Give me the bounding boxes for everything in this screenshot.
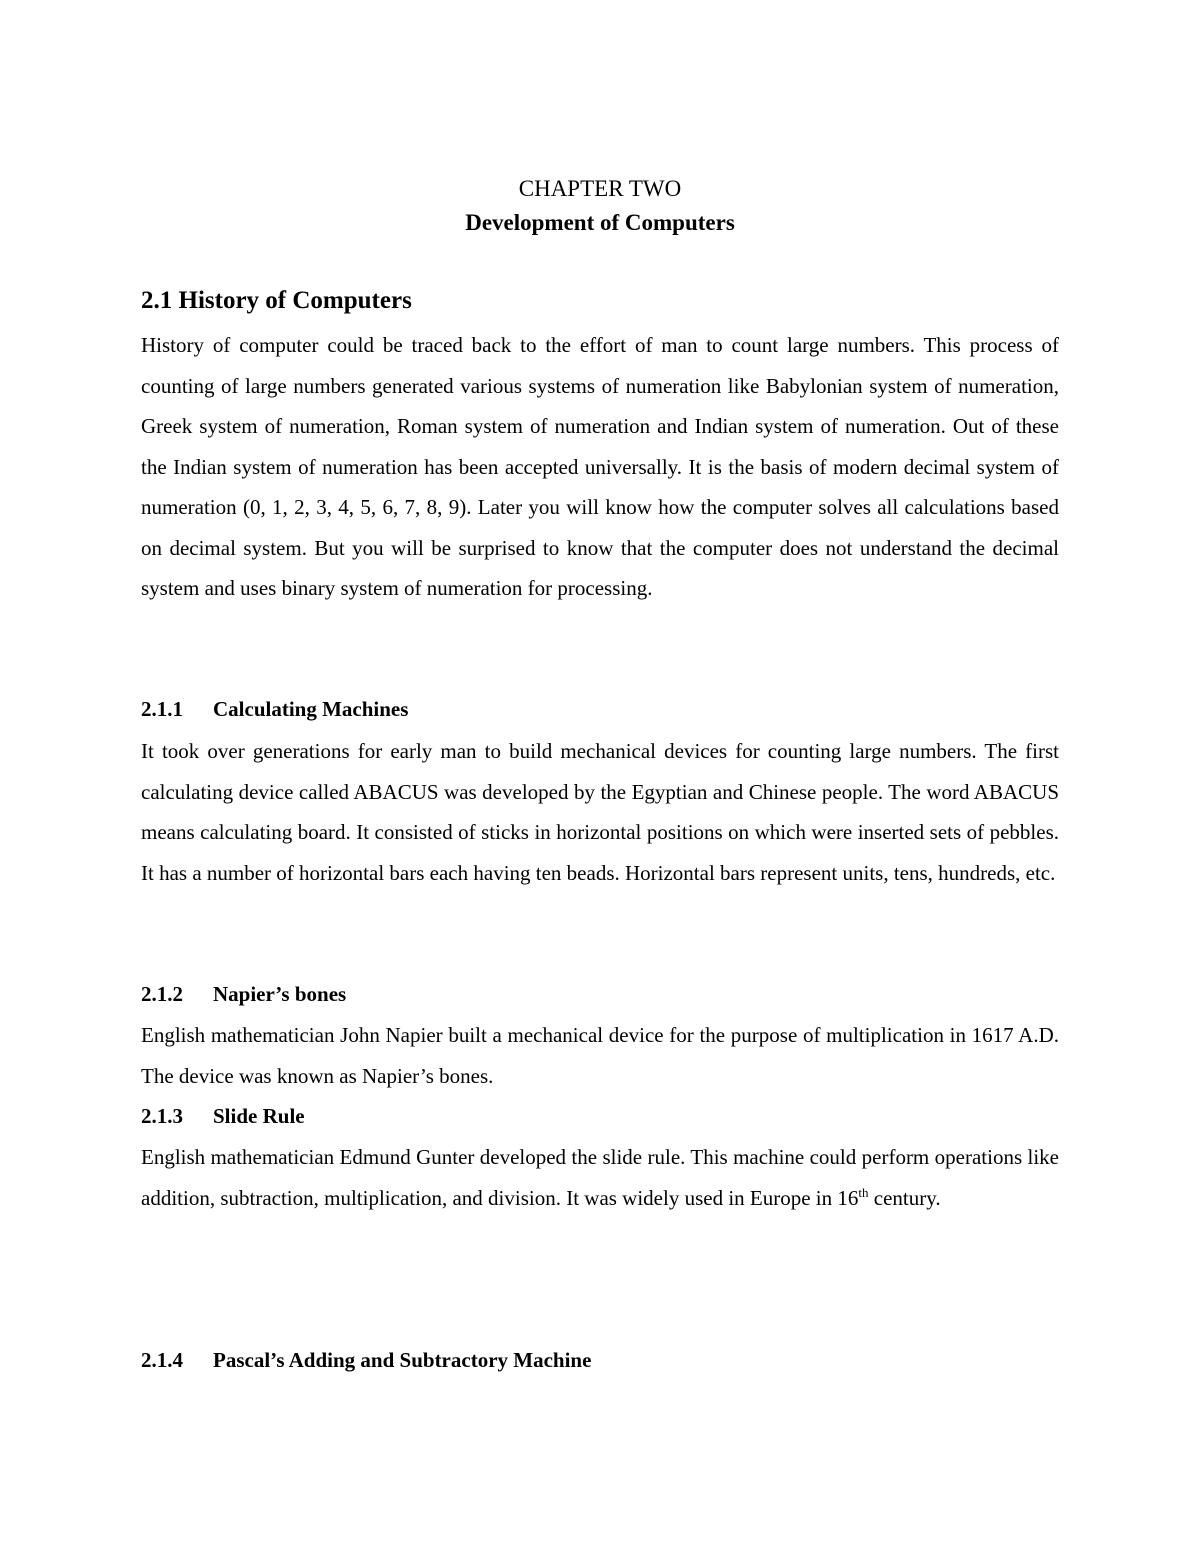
chapter-title: Development of Computers [465, 210, 735, 235]
section-title: Napier’s bones [213, 982, 347, 1006]
history-paragraph: History of computer could be traced back to the effort of man to count large numbers. This process of counting of large numbers generated various systems of numeration like Babylonian system of numeration, Greek system of numeration, Roman system of numeration and Indian system of numeration. Out of these the Indian system of numeration has been accepted universally. It is the basis of modern decimal system of numeration (0, 1, 2, 3, 4, 5, 6, 7, 8, 9). Later you will know how the computer solves all calculations based on decimal system. But you will be surprised to know that the computer does not understand the decimal system and uses binary system of numeration for processing. [141, 333, 1059, 600]
slide-rule-paragraph [141, 1137, 1059, 1218]
section-heading-history: 2.1 History of Computers [141, 287, 412, 314]
section-number: 2.1.4 [141, 1348, 183, 1372]
slide-rule-text: English mathematician Edmund Gunter developed the slide rule. This machine could perform operations like addition, subtraction, multiplication, and division. It was widely used in Europe in 16 [141, 1145, 1059, 1210]
chapter-label: CHAPTER TWO [518, 176, 682, 201]
calculating-machines-paragraph: It took over generations for early man to build mechanical devices for counting large numbers. The first calculating device called ABACUS was developed by the Egyptian and Chinese people. The word ABACUS means calculating board. It consisted of sticks in horizontal positions on which were inserted sets of pebbles. It has a number of horizontal bars each having ten beads. Horizontal bars represent units, tens, hundreds, etc. [141, 739, 1059, 885]
section-number: 2.1.2 [141, 982, 183, 1006]
napiers-bones-paragraph: English mathematician John Napier built a mechanical device for the purpose of multiplication in 1617 A.D. The device was known as Napier’s bones. [141, 1023, 1059, 1088]
section-number: 2.1.1 [141, 697, 183, 721]
section-heading-calculating-machines [141, 693, 408, 725]
slide-rule-text-end: century. [868, 1185, 941, 1210]
section-heading-slide-rule [141, 1100, 305, 1132]
section-heading-pascals-machine [141, 1344, 591, 1376]
section-number: 2.1.3 [141, 1104, 183, 1128]
section-title: Pascal’s Adding and Subtractory Machine [213, 1348, 592, 1372]
ordinal-superscript: th [858, 1184, 869, 1200]
section-title: Calculating Machines [213, 697, 409, 721]
section-title: Slide Rule [213, 1104, 305, 1128]
section-heading-napiers-bones [141, 978, 346, 1010]
